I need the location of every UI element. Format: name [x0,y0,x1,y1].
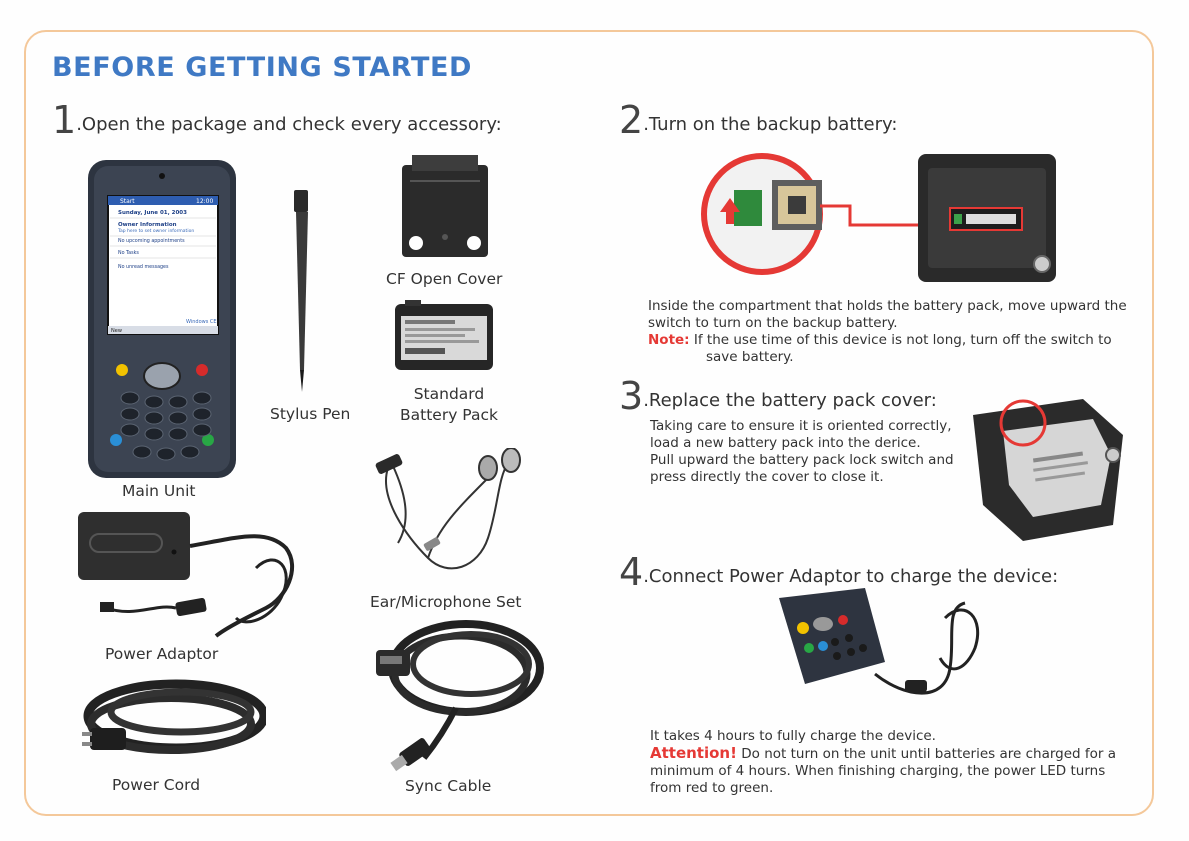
attention-line-3: from red to green. [650,780,774,796]
step-4-heading-text: .Connect Power Adaptor to charge the device: [643,566,1059,587]
cf-open-cover-label: CF Open Cover [386,270,503,288]
note-label: Note: [648,332,690,348]
battery-label-line2: Battery Pack [400,406,498,424]
sync-cable-label: Sync Cable [405,777,492,795]
step-3-line-3: Pull upward the battery pack lock switch and [650,452,954,468]
step-2-instructions [648,298,1127,366]
screen-date: Sunday, June 01, 2003 [118,210,187,216]
step-3-line-2: load a new battery pack into the derice. [650,435,921,451]
screen-owner-sub: Tap here to set owner information [118,229,195,234]
backup-battery-switch-image [700,150,1060,285]
step-1-heading-text: .Open the package and check every accessory: [76,114,502,135]
note-line-1: If the use time of this device is not long, turn off the switch to [693,332,1112,348]
screen-logo: Windows CE [186,319,217,325]
cf-open-cover-image [400,155,490,260]
ear-microphone-set-image [368,448,528,588]
main-unit-image [86,158,238,480]
screen-appointments: No upcoming appointments [118,239,185,244]
power-adaptor-label: Power Adaptor [105,645,219,663]
step-1-heading [52,98,502,142]
step-2-note [648,332,1127,349]
battery-label-line1: Standard [413,385,485,403]
screen-owner: Owner Information [118,222,177,228]
step-2-number: 2 [619,98,644,142]
step-2-line-1: Inside the compartment that holds the battery pack, move upward the [648,298,1127,314]
battery-pack-cover-image [963,395,1133,545]
charging-device-image [775,588,997,708]
sync-cable-image [366,608,548,778]
step-4-attention [650,745,1116,763]
step-3-number: 3 [619,374,644,418]
screen-messages: No unread messages [118,265,169,270]
power-cord-label: Power Cord [112,776,201,794]
page-title: BEFORE GETTING STARTED [52,52,473,83]
main-unit-label: Main Unit [122,482,196,500]
step-3-heading-text: .Replace the battery pack cover: [643,390,937,411]
attention-line-1: Do not turn on the unit until batteries are charged for a [741,746,1117,762]
step-4-number: 4 [619,550,644,594]
power-adaptor-image [76,508,306,648]
step-2-line-2: switch to turn on the backup battery. [648,315,898,331]
step-3-line-1: Taking care to ensure it is oriented correctly, [650,418,952,434]
step-2-heading-text: .Turn on the backup battery: [643,114,898,135]
power-cord-image [76,676,266,776]
screen-clock: 12:00 [196,198,214,205]
screen-start: Start [120,198,135,205]
standard-battery-pack-label [400,384,498,426]
attention-label: Attention! [650,744,737,762]
stylus-pen-image [290,190,314,395]
step-3-line-4: press directly the cover to close it. [650,469,884,485]
step-3-instructions [650,418,954,486]
ear-microphone-set-label: Ear/Microphone Set [370,593,522,611]
standard-battery-pack-image [393,300,495,372]
screen-softkey: New [111,328,122,334]
step-4-instructions [650,728,1116,797]
step-3-heading [619,374,937,418]
attention-line-2: minimum of 4 hours. When finishing charging, the power LED turns [650,763,1106,779]
step-1-number: 1 [52,98,77,142]
note-line-2: save battery. [706,349,794,365]
step-4-line-1: It takes 4 hours to fully charge the device. [650,728,936,744]
step-2-heading [619,98,897,142]
screen-tasks: No Tasks [118,251,139,256]
stylus-pen-label: Stylus Pen [270,405,351,423]
